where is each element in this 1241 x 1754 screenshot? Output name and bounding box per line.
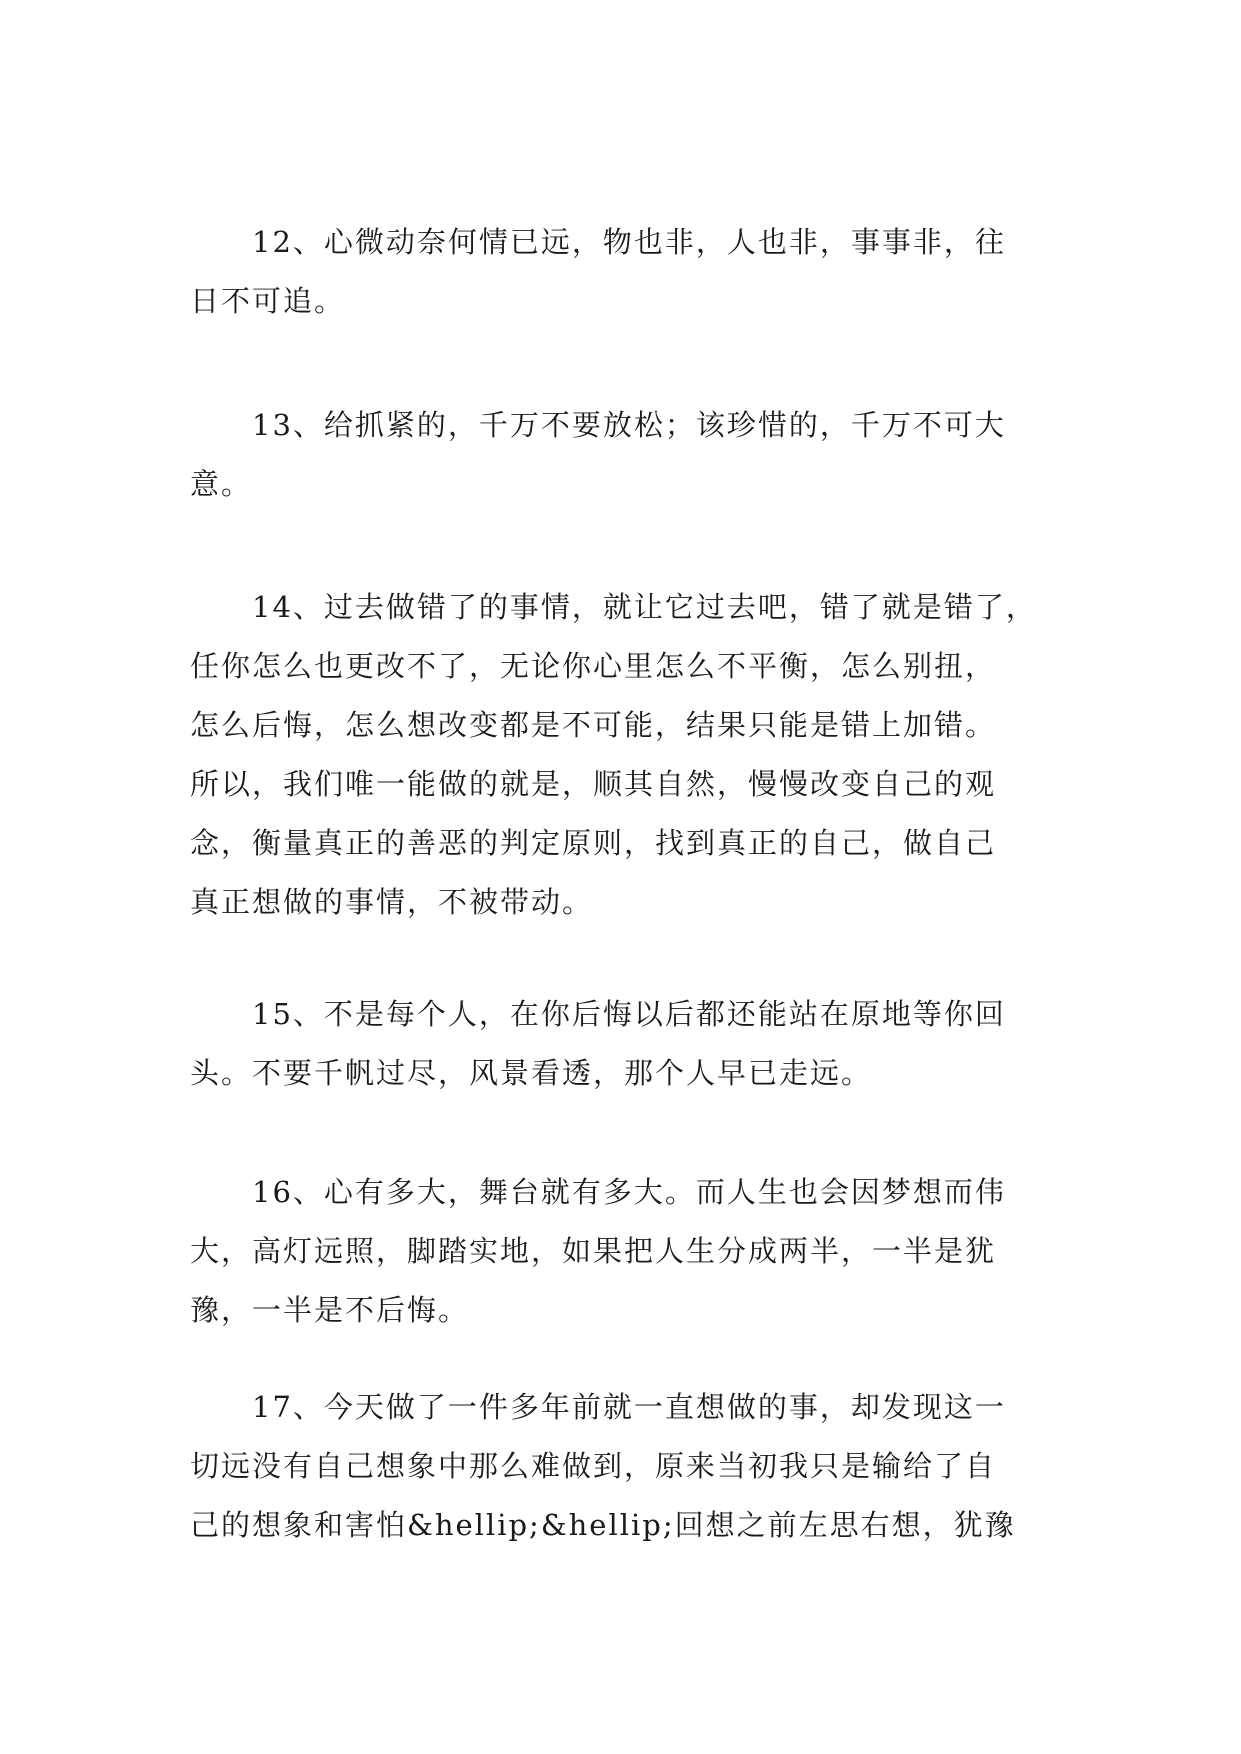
paragraph-17 <box>190 1378 1070 1555</box>
paragraph-line: 切远没有自己想象中那么难做到，原来当初我只是输给了自 <box>190 1449 997 1483</box>
paragraph-line: 任你怎么也更改不了，无论你心里怎么不平衡，怎么别扭， <box>190 649 997 683</box>
paragraph-line: 头。不要千帆过尽，风景看透，那个人早已走远。 <box>190 1056 873 1090</box>
paragraph-line: 大，高灯远照，脚踏实地，如果把人生分成两半，一半是犹 <box>190 1234 997 1268</box>
paragraph-16 <box>190 1163 1070 1340</box>
paragraph-line: 日不可追。 <box>190 284 346 318</box>
paragraph-line: 17、今天做了一件多年前就一直想做的事，却发现这一 <box>252 1390 1006 1424</box>
paragraph-line: 16、心有多大，舞台就有多大。而人生也会因梦想而伟 <box>252 1175 1006 1209</box>
paragraph-line: 真正想做的事情，不被带动。 <box>190 885 594 919</box>
paragraph-12 <box>190 213 1070 331</box>
paragraph-line: 豫，一半是不后悔。 <box>190 1293 470 1327</box>
paragraph-line: 所以，我们唯一能做的就是，顺其自然，慢慢改变自己的观 <box>190 767 997 801</box>
paragraph-line: 怎么后悔，怎么想改变都是不可能，结果只能是错上加错。 <box>190 708 997 742</box>
paragraph-line: 14、过去做错了的事情，就让它过去吧，错了就是错了， <box>252 590 1037 624</box>
paragraph-13 <box>190 396 1070 514</box>
paragraph-line: 12、心微动奈何情已远，物也非，人也非，事事非，往 <box>252 225 1006 259</box>
paragraph-line: 13、给抓紧的，千万不要放松；该珍惜的，千万不可大 <box>252 408 1006 442</box>
paragraph-line: 念，衡量真正的善恶的判定原则，找到真正的自己，做自己 <box>190 826 997 860</box>
paragraph-line: 15、不是每个人，在你后悔以后都还能站在原地等你回 <box>252 997 1006 1031</box>
paragraph-line: 己的想象和害怕&hellip;&hellip;回想之前左思右想，犹豫 <box>190 1508 1016 1542</box>
paragraph-14 <box>190 578 1070 932</box>
paragraph-line: 意。 <box>190 467 253 501</box>
paragraph-15 <box>190 985 1070 1103</box>
